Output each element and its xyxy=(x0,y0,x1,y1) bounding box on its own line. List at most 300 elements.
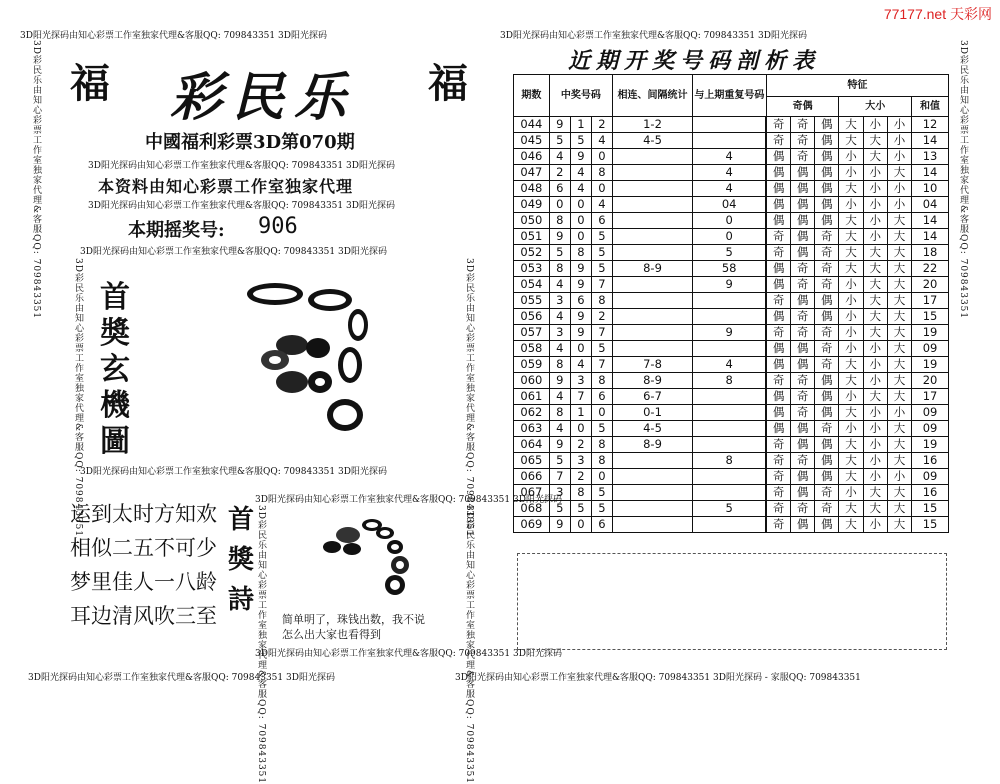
number-cell: 5 xyxy=(591,485,612,501)
table-row xyxy=(514,517,949,533)
header-repeat: 与上期重复号码 xyxy=(693,75,767,117)
right-side-text: 3D彩民乐由知心彩票工作室独家代理&客服QQ: 709843351 xyxy=(958,40,968,320)
bigsmall-cell: 小 xyxy=(839,197,863,213)
table-row xyxy=(514,229,949,245)
repeat-cell xyxy=(693,341,767,357)
number-cell: 8 xyxy=(591,373,612,389)
gap-cell xyxy=(612,309,692,325)
number-cell: 9 xyxy=(570,149,591,165)
oddeven-cell: 奇 xyxy=(766,453,790,469)
number-cell: 7 xyxy=(591,277,612,293)
table-row xyxy=(514,293,949,309)
number-cell: 9 xyxy=(549,117,570,133)
repeat-cell: 4 xyxy=(693,357,767,373)
sum-cell: 15 xyxy=(912,517,949,533)
number-cell: 9 xyxy=(570,325,591,341)
draw-number: 906 xyxy=(258,214,298,239)
oddeven-cell: 奇 xyxy=(766,229,790,245)
oddeven-cell: 偶 xyxy=(790,469,814,485)
mini-border-1: 3D阳光探码由知心彩票工作室独家代理&客服QQ: 709843351 3D阳光探码 xyxy=(88,161,395,171)
sum-cell: 17 xyxy=(912,389,949,405)
bigsmall-cell: 大 xyxy=(863,485,887,501)
bigsmall-cell: 大 xyxy=(839,437,863,453)
bigsmall-cell: 大 xyxy=(887,373,911,389)
bigsmall-cell: 小 xyxy=(887,197,911,213)
xuanji-image xyxy=(200,270,380,440)
oddeven-cell: 奇 xyxy=(790,325,814,341)
shi-border-top: 3D阳光探码由知心彩票工作室独家代理&客服QQ: 709843351 3D阳光探码 xyxy=(255,495,562,505)
repeat-cell: 4 xyxy=(693,181,767,197)
gap-cell xyxy=(612,277,692,293)
gap-cell: 6-7 xyxy=(612,389,692,405)
oddeven-cell: 偶 xyxy=(766,197,790,213)
number-cell: 6 xyxy=(570,293,591,309)
number-cell: 8 xyxy=(549,405,570,421)
repeat-cell xyxy=(693,517,767,533)
bigsmall-cell: 小 xyxy=(839,389,863,405)
bigsmall-cell: 大 xyxy=(863,293,887,309)
table-row xyxy=(514,325,949,341)
gap-cell xyxy=(612,181,692,197)
poem-line: 耳边清风吹三至 xyxy=(70,604,217,628)
oddeven-cell: 奇 xyxy=(815,357,839,373)
number-cell: 0 xyxy=(549,197,570,213)
sum-cell: 09 xyxy=(912,341,949,357)
number-cell: 0 xyxy=(591,405,612,421)
number-cell: 7 xyxy=(591,325,612,341)
issue-cell: 060 xyxy=(514,373,550,389)
oddeven-cell: 奇 xyxy=(766,293,790,309)
number-cell: 0 xyxy=(570,197,591,213)
number-cell: 4 xyxy=(570,357,591,373)
sum-cell: 14 xyxy=(912,165,949,181)
bigsmall-cell: 大 xyxy=(863,309,887,325)
number-cell: 8 xyxy=(591,293,612,309)
table-row xyxy=(514,149,949,165)
bigsmall-cell: 大 xyxy=(863,261,887,277)
bigsmall-cell: 小 xyxy=(863,341,887,357)
left-side-text: 3D彩民乐由知心彩票工作室独家代理&客服QQ: 709843351 xyxy=(31,40,41,320)
number-cell: 3 xyxy=(549,485,570,501)
issue-cell: 061 xyxy=(514,389,550,405)
issue-cell: 051 xyxy=(514,229,550,245)
bigsmall-cell: 小 xyxy=(863,165,887,181)
oddeven-cell: 偶 xyxy=(790,181,814,197)
analysis-table xyxy=(513,74,949,533)
oddeven-cell: 奇 xyxy=(766,373,790,389)
oddeven-cell: 偶 xyxy=(766,213,790,229)
poem-line: 运到太时方知欢 xyxy=(70,502,217,526)
bigsmall-cell: 大 xyxy=(863,277,887,293)
repeat-cell: 4 xyxy=(693,165,767,181)
oddeven-cell: 奇 xyxy=(790,149,814,165)
issue-cell: 049 xyxy=(514,197,550,213)
xuanji-border-bottom: 3D阳光探码由知心彩票工作室独家代理&客服QQ: 709843351 3D阳光探码 xyxy=(80,467,387,477)
bigsmall-cell: 小 xyxy=(887,149,911,165)
shi-image xyxy=(310,505,420,605)
mini-border-2: 3D阳光探码由知心彩票工作室独家代理&客服QQ: 709843351 3D阳光探码 xyxy=(88,201,395,211)
fu-left: 福 xyxy=(70,60,110,107)
oddeven-cell: 奇 xyxy=(790,373,814,389)
oddeven-cell: 偶 xyxy=(766,277,790,293)
gap-cell: 8-9 xyxy=(612,261,692,277)
issue-cell: 055 xyxy=(514,293,550,309)
oddeven-cell: 奇 xyxy=(815,421,839,437)
oddeven-cell: 奇 xyxy=(790,133,814,149)
repeat-cell xyxy=(693,117,767,133)
issue-cell: 069 xyxy=(514,517,550,533)
footer-right: 3D阳光探码由知心彩票工作室独家代理&客服QQ: 709843351 3D阳光探码 - 家服QQ: 709843351 xyxy=(455,673,861,683)
header-sum: 和值 xyxy=(912,97,949,117)
number-cell: 5 xyxy=(549,501,570,517)
oddeven-cell: 奇 xyxy=(766,485,790,501)
repeat-cell: 9 xyxy=(693,325,767,341)
gap-cell xyxy=(612,325,692,341)
credit-line: 本资料由知心彩票工作室独家代理 xyxy=(98,177,354,196)
table-row xyxy=(514,133,949,149)
repeat-cell xyxy=(693,485,767,501)
oddeven-cell: 偶 xyxy=(790,293,814,309)
table-row xyxy=(514,197,949,213)
table-row xyxy=(514,309,949,325)
number-cell: 8 xyxy=(570,245,591,261)
sum-cell: 04 xyxy=(912,197,949,213)
bigsmall-cell: 大 xyxy=(887,261,911,277)
number-cell: 2 xyxy=(570,437,591,453)
number-cell: 6 xyxy=(591,517,612,533)
top-border-text-right: 3D阳光探码由知心彩票工作室独家代理&客服QQ: 709843351 3D阳光探码 xyxy=(500,31,807,41)
number-cell: 3 xyxy=(549,325,570,341)
gap-cell xyxy=(612,149,692,165)
number-cell: 9 xyxy=(549,229,570,245)
number-cell: 0 xyxy=(570,341,591,357)
oddeven-cell: 偶 xyxy=(766,421,790,437)
number-cell: 0 xyxy=(570,229,591,245)
number-cell: 2 xyxy=(591,117,612,133)
gap-cell: 1-2 xyxy=(612,117,692,133)
bigsmall-cell: 小 xyxy=(863,197,887,213)
issue-cell: 065 xyxy=(514,453,550,469)
shi-border-right: 3D彩民乐由知心彩票工作室独家代理&客服QQ: 709843351 xyxy=(464,505,474,784)
issue-cell: 058 xyxy=(514,341,550,357)
gap-cell: 8-9 xyxy=(612,373,692,389)
gap-cell: 8-9 xyxy=(612,437,692,453)
repeat-cell: 5 xyxy=(693,245,767,261)
bigsmall-cell: 大 xyxy=(863,149,887,165)
bigsmall-cell: 小 xyxy=(839,309,863,325)
bigsmall-cell: 大 xyxy=(839,501,863,517)
bigsmall-cell: 小 xyxy=(887,469,911,485)
bigsmall-cell: 大 xyxy=(863,325,887,341)
oddeven-cell: 偶 xyxy=(815,149,839,165)
sum-cell: 14 xyxy=(912,133,949,149)
oddeven-cell: 奇 xyxy=(766,133,790,149)
repeat-cell: 4 xyxy=(693,149,767,165)
number-cell: 4 xyxy=(549,277,570,293)
sum-cell: 14 xyxy=(912,229,949,245)
gap-cell xyxy=(612,453,692,469)
repeat-cell xyxy=(693,309,767,325)
bigsmall-cell: 小 xyxy=(863,421,887,437)
sum-cell: 20 xyxy=(912,373,949,389)
oddeven-cell: 偶 xyxy=(815,373,839,389)
number-cell: 8 xyxy=(549,213,570,229)
issue-cell: 048 xyxy=(514,181,550,197)
sum-cell: 13 xyxy=(912,149,949,165)
oddeven-cell: 偶 xyxy=(790,357,814,373)
bigsmall-cell: 大 xyxy=(887,421,911,437)
number-cell: 7 xyxy=(591,357,612,373)
repeat-cell xyxy=(693,437,767,453)
number-cell: 5 xyxy=(591,245,612,261)
header-winning: 中奖号码 xyxy=(549,75,612,117)
number-cell: 1 xyxy=(570,117,591,133)
oddeven-cell: 奇 xyxy=(815,261,839,277)
table-row xyxy=(514,421,949,437)
repeat-cell: 8 xyxy=(693,453,767,469)
number-cell: 3 xyxy=(570,453,591,469)
issue-cell: 059 xyxy=(514,357,550,373)
issue-cell: 062 xyxy=(514,405,550,421)
repeat-cell: 8 xyxy=(693,373,767,389)
number-cell: 5 xyxy=(591,421,612,437)
issue-cell: 053 xyxy=(514,261,550,277)
number-cell: 0 xyxy=(591,149,612,165)
bigsmall-cell: 大 xyxy=(839,405,863,421)
number-cell: 5 xyxy=(591,261,612,277)
number-cell: 4 xyxy=(549,149,570,165)
oddeven-cell: 奇 xyxy=(815,341,839,357)
shi-border-bottom: 3D阳光探码由知心彩票工作室独家代理&客服QQ: 709843351 3D阳光探码 xyxy=(255,649,562,659)
issue-cell: 047 xyxy=(514,165,550,181)
bigsmall-cell: 大 xyxy=(839,357,863,373)
gap-cell xyxy=(612,469,692,485)
table-row xyxy=(514,261,949,277)
gap-cell xyxy=(612,165,692,181)
number-cell: 9 xyxy=(549,373,570,389)
bigsmall-cell: 大 xyxy=(863,389,887,405)
issue-cell: 066 xyxy=(514,469,550,485)
repeat-cell xyxy=(693,133,767,149)
number-cell: 6 xyxy=(591,213,612,229)
bigsmall-cell: 大 xyxy=(887,453,911,469)
bigsmall-cell: 小 xyxy=(839,485,863,501)
number-cell: 0 xyxy=(570,421,591,437)
oddeven-cell: 奇 xyxy=(815,325,839,341)
bigsmall-cell: 大 xyxy=(887,229,911,245)
number-cell: 6 xyxy=(591,389,612,405)
number-cell: 8 xyxy=(570,485,591,501)
bigsmall-cell: 大 xyxy=(887,165,911,181)
bigsmall-cell: 大 xyxy=(839,245,863,261)
bigsmall-cell: 小 xyxy=(839,277,863,293)
number-cell: 4 xyxy=(549,341,570,357)
gap-cell xyxy=(612,341,692,357)
oddeven-cell: 奇 xyxy=(766,501,790,517)
number-cell: 5 xyxy=(549,245,570,261)
gap-cell: 0-1 xyxy=(612,405,692,421)
repeat-cell: 5 xyxy=(693,501,767,517)
number-cell: 0 xyxy=(570,213,591,229)
bigsmall-cell: 小 xyxy=(863,517,887,533)
bigsmall-cell: 大 xyxy=(839,181,863,197)
bigsmall-cell: 大 xyxy=(839,453,863,469)
gap-cell xyxy=(612,517,692,533)
poem-line: 相似二五不可少 xyxy=(70,536,217,560)
bigsmall-cell: 大 xyxy=(839,261,863,277)
oddeven-cell: 奇 xyxy=(815,485,839,501)
bigsmall-cell: 大 xyxy=(839,229,863,245)
bigsmall-cell: 大 xyxy=(887,309,911,325)
sum-cell: 09 xyxy=(912,421,949,437)
issue-cell: 067 xyxy=(514,485,550,501)
oddeven-cell: 奇 xyxy=(815,501,839,517)
coin xyxy=(306,338,330,358)
oddeven-cell: 奇 xyxy=(790,389,814,405)
oddeven-cell: 偶 xyxy=(790,437,814,453)
oddeven-cell: 偶 xyxy=(766,181,790,197)
number-cell: 5 xyxy=(570,501,591,517)
sum-cell: 18 xyxy=(912,245,949,261)
oddeven-cell: 偶 xyxy=(766,149,790,165)
bigsmall-cell: 大 xyxy=(887,517,911,533)
oddeven-cell: 偶 xyxy=(790,229,814,245)
header-issue: 期数 xyxy=(514,75,550,117)
number-cell: 5 xyxy=(549,453,570,469)
oddeven-cell: 偶 xyxy=(815,133,839,149)
table-row xyxy=(514,245,949,261)
oddeven-cell: 奇 xyxy=(766,437,790,453)
issue-cell: 064 xyxy=(514,437,550,453)
repeat-cell xyxy=(693,405,767,421)
table-row xyxy=(514,341,949,357)
bigsmall-cell: 大 xyxy=(839,517,863,533)
sum-cell: 19 xyxy=(912,325,949,341)
bigsmall-cell: 大 xyxy=(887,325,911,341)
bigsmall-cell: 大 xyxy=(887,389,911,405)
oddeven-cell: 奇 xyxy=(790,117,814,133)
number-cell: 7 xyxy=(549,469,570,485)
oddeven-cell: 偶 xyxy=(815,405,839,421)
bigsmall-cell: 小 xyxy=(839,293,863,309)
number-cell: 8 xyxy=(549,357,570,373)
number-cell: 5 xyxy=(570,133,591,149)
table-row xyxy=(514,389,949,405)
table-row xyxy=(514,181,949,197)
oddeven-cell: 偶 xyxy=(815,165,839,181)
number-cell: 4 xyxy=(549,309,570,325)
oddeven-cell: 偶 xyxy=(815,469,839,485)
bigsmall-cell: 小 xyxy=(863,469,887,485)
oddeven-cell: 奇 xyxy=(815,245,839,261)
issue-cell: 063 xyxy=(514,421,550,437)
repeat-cell xyxy=(693,421,767,437)
bigsmall-cell: 小 xyxy=(839,165,863,181)
number-cell: 3 xyxy=(570,373,591,389)
note-line: 怎么出大家也看得到 xyxy=(282,628,381,641)
table-row xyxy=(514,437,949,453)
sum-cell: 19 xyxy=(912,437,949,453)
gap-cell: 4-5 xyxy=(612,133,692,149)
bigsmall-cell: 大 xyxy=(863,133,887,149)
gap-cell: 7-8 xyxy=(612,357,692,373)
oddeven-cell: 偶 xyxy=(790,165,814,181)
oddeven-cell: 奇 xyxy=(790,277,814,293)
oddeven-cell: 偶 xyxy=(815,309,839,325)
sum-cell: 20 xyxy=(912,277,949,293)
number-cell: 4 xyxy=(549,421,570,437)
oddeven-cell: 偶 xyxy=(790,485,814,501)
repeat-cell xyxy=(693,469,767,485)
bigsmall-cell: 小 xyxy=(863,357,887,373)
oddeven-cell: 奇 xyxy=(766,469,790,485)
bigsmall-cell: 小 xyxy=(887,133,911,149)
watermark: 77177.net 天彩网 xyxy=(883,6,992,22)
oddeven-cell: 偶 xyxy=(815,213,839,229)
repeat-cell: 9 xyxy=(693,277,767,293)
sum-cell: 22 xyxy=(912,261,949,277)
header-gap: 相连、间隔统计 xyxy=(612,75,692,117)
note-line: 简单明了，珠钱出数，我不说 xyxy=(282,613,425,626)
repeat-cell: 0 xyxy=(693,229,767,245)
issue-cell: 045 xyxy=(514,133,550,149)
gap-cell xyxy=(612,485,692,501)
table-row xyxy=(514,213,949,229)
number-cell: 7 xyxy=(570,389,591,405)
bigsmall-cell: 大 xyxy=(863,501,887,517)
oddeven-cell: 奇 xyxy=(766,517,790,533)
bigsmall-cell: 大 xyxy=(887,213,911,229)
oddeven-cell: 偶 xyxy=(766,341,790,357)
sum-cell: 09 xyxy=(912,469,949,485)
repeat-cell xyxy=(693,389,767,405)
number-cell: 8 xyxy=(591,453,612,469)
oddeven-cell: 偶 xyxy=(815,293,839,309)
number-cell: 5 xyxy=(591,341,612,357)
number-cell: 5 xyxy=(591,229,612,245)
bigsmall-cell: 小 xyxy=(863,373,887,389)
number-cell: 8 xyxy=(549,261,570,277)
shi-border-left: 3D彩民乐由知心彩票工作室独家代理&客服QQ: 709843351 xyxy=(256,505,266,784)
oddeven-cell: 偶 xyxy=(766,389,790,405)
issue-cell: 056 xyxy=(514,309,550,325)
gap-cell xyxy=(612,197,692,213)
table-row xyxy=(514,373,949,389)
number-cell: 9 xyxy=(570,261,591,277)
fu-right: 福 xyxy=(428,60,468,107)
oddeven-cell: 偶 xyxy=(815,181,839,197)
number-cell: 4 xyxy=(549,389,570,405)
bigsmall-cell: 大 xyxy=(887,341,911,357)
table-title: 近期开奖号码剖析表 xyxy=(568,48,821,74)
number-cell: 4 xyxy=(591,197,612,213)
oddeven-cell: 偶 xyxy=(766,165,790,181)
bigsmall-cell: 小 xyxy=(863,181,887,197)
top-border-text: 3D阳光探码由知心彩票工作室独家代理&客服QQ: 709843351 3D阳光探码 xyxy=(20,31,327,41)
table-row xyxy=(514,485,949,501)
bigsmall-cell: 大 xyxy=(839,373,863,389)
table-row xyxy=(514,165,949,181)
bigsmall-cell: 大 xyxy=(887,277,911,293)
table-body xyxy=(514,117,949,533)
bigsmall-cell: 小 xyxy=(863,213,887,229)
number-cell: 2 xyxy=(591,309,612,325)
gap-cell xyxy=(612,213,692,229)
note xyxy=(282,612,462,642)
issue-cell: 044 xyxy=(514,117,550,133)
gap-cell xyxy=(612,245,692,261)
oddeven-cell: 偶 xyxy=(815,117,839,133)
